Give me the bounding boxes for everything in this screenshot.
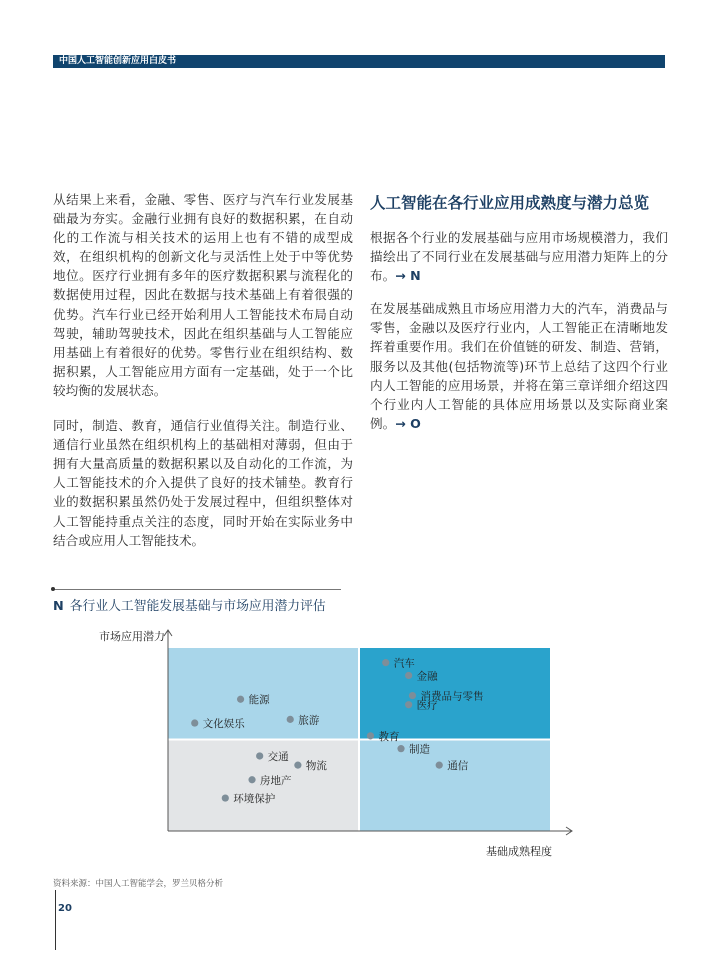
left-paragraph-2: 同时，制造、教育，通信行业值得关注。制造行业、通信行业虽然在组织机构上的基础相对薄弱，但由于拥有大量高质量的数据积累以及自动化的工作流，为人工智能技术的介入提供了良好的技术铺垫。教育行业的数据积累虽然仍处于发展过程中，但组织整体对人工智能持重点关注的态度，同时开始在实际业务中结合或应用人工智能技术。 xyxy=(53,418,353,548)
figure-id: N xyxy=(53,599,64,614)
data-point-label-3: 医疗 xyxy=(416,699,438,712)
header-title: 中国人工智能创新应用白皮书 xyxy=(59,56,177,66)
data-point-label-8: 文化娱乐 xyxy=(202,718,245,731)
section-heading: 人工智能在各行业应用成熟度与潜力总览 xyxy=(370,194,650,212)
data-point-label-4: 教育 xyxy=(378,730,400,743)
data-point-6 xyxy=(436,762,443,769)
y-axis-label: 市场应用潜力 xyxy=(99,630,165,643)
data-point-10 xyxy=(256,752,263,759)
data-point-label-11: 物流 xyxy=(305,760,327,773)
data-point-2 xyxy=(409,692,416,699)
data-point-4 xyxy=(367,732,374,739)
source-note: 资料来源：中国人工智能学会，罗兰贝格分析 xyxy=(53,879,224,889)
data-point-label-2: 消费品与零售 xyxy=(420,690,484,703)
data-point-13 xyxy=(222,794,229,801)
right-paragraph-1-text: 根据各个行业的发展基础与应用市场规模潜力，我们描绘出了不同行业在发展基础与应用潜力矩阵上的分布。 xyxy=(370,230,668,284)
data-point-8 xyxy=(191,719,198,726)
quadrant-bottom-right xyxy=(359,740,550,832)
data-point-9 xyxy=(287,716,294,723)
figure-ref-link-n[interactable]: → N xyxy=(395,268,421,284)
left-paragraph-1: 从结果上来看，金融、零售、医疗与汽车行业发展基础最为夯实。金融行业拥有良好的数据积累，在自动化的工作流与相关技术的运用上也有不错的成型成效，在组织机构的创新文化与灵活性上处于中等优势地位。医疗行业拥有多年的医疗数据积累与流程化的数据使用过程，因此在数据与技术基础上有着很强的优势。汽车行业已经开始利用人工智能技术布局自动驾驶，辅助驾驶技术，因此在组织基础与人工智能应用基础上有着很好的优势。零售行业在组织结构、数据积累，人工智能应用方面有一定基础，处于一个比较均衡的发展状态。 xyxy=(53,192,353,398)
data-point-label-0: 汽车 xyxy=(393,657,415,670)
page-number: 20 xyxy=(58,903,72,914)
data-point-11 xyxy=(294,762,301,769)
data-point-label-6: 通信 xyxy=(447,760,469,773)
data-point-label-13: 环境保护 xyxy=(233,793,276,806)
data-point-label-5: 制造 xyxy=(409,743,431,756)
data-point-3 xyxy=(405,701,412,708)
x-axis-label: 基础成熟程度 xyxy=(486,845,552,858)
figure-title: 各行业人工智能发展基础与市场应用潜力评估 xyxy=(69,599,326,614)
data-point-label-9: 旅游 xyxy=(298,714,320,727)
data-point-label-12: 房地产 xyxy=(260,774,292,787)
data-point-12 xyxy=(248,776,255,783)
data-point-0 xyxy=(382,659,389,666)
data-point-label-10: 交通 xyxy=(267,750,289,763)
data-point-1 xyxy=(405,672,412,679)
chart-quadrants xyxy=(168,648,550,831)
data-point-label-7: 能源 xyxy=(248,694,270,707)
data-point-7 xyxy=(237,696,244,703)
figure-ref-link-o[interactable]: → O xyxy=(395,415,421,431)
data-point-label-1: 金融 xyxy=(416,670,438,683)
right-paragraph-2-text: 在发展基础成熟且市场应用潜力大的汽车，消费品与零售，金融以及医疗行业内，人工智能正在清晰地发挥着重要作用。我们在价值链的研发、制造、营销，服务以及其他(包括物流等)环节上总结了这四个行业内人工智能的应用场景，并将在第三章详细介绍这四个行业内人工智能的具体应用场景以及实际商业案例。 xyxy=(370,301,668,431)
page-number-rule xyxy=(55,890,56,950)
data-point-5 xyxy=(397,745,404,752)
